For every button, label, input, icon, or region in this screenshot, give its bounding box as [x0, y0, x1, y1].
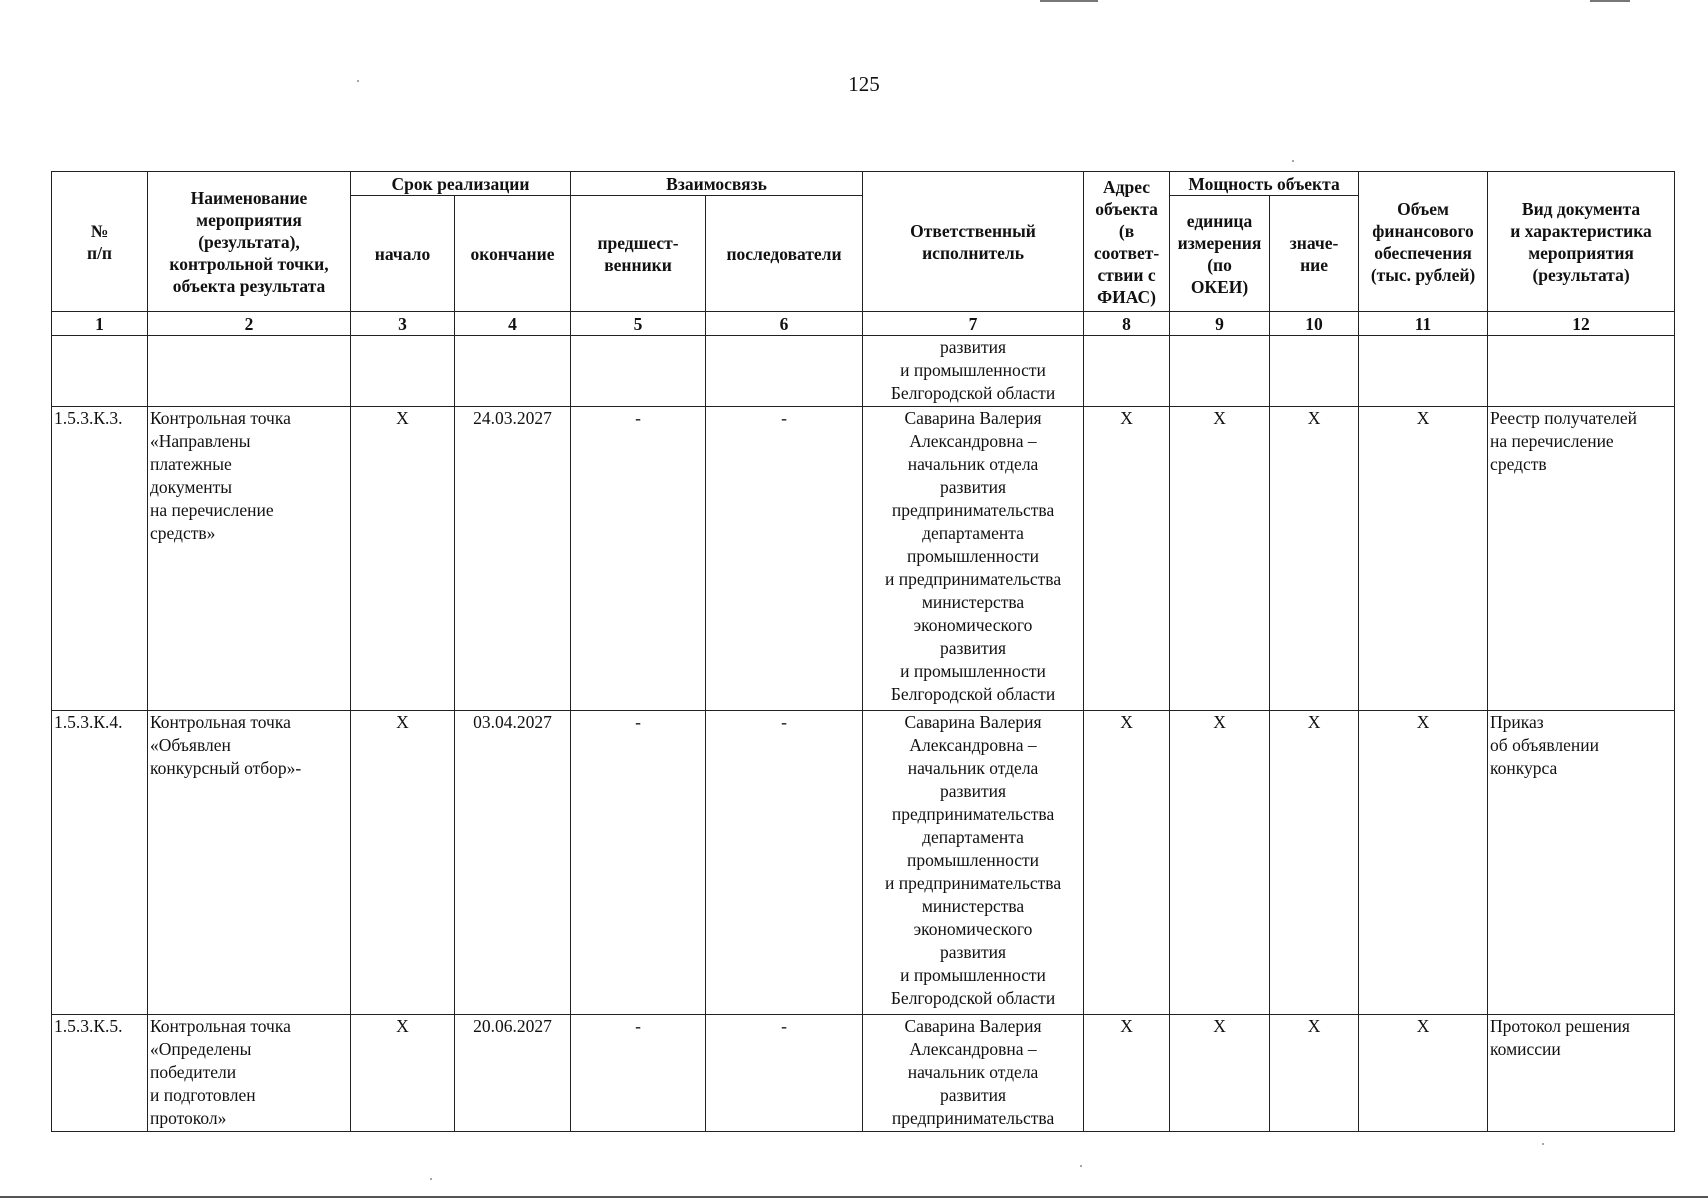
- header-responsible: Ответственный исполнитель: [863, 172, 1084, 312]
- row-document: Приказ об объявлении конкурса: [1488, 711, 1675, 1015]
- column-number: 7: [863, 312, 1084, 336]
- row-predecessors: -: [571, 1015, 706, 1132]
- header-power: Мощность объекта: [1170, 172, 1359, 196]
- header-name: Наименование мероприятия (результата), контрольной точки, объекта результата: [148, 172, 351, 312]
- row-end: 24.03.2027: [455, 407, 571, 711]
- scan-artifact: [1590, 0, 1630, 2]
- row-successors: -: [706, 1015, 863, 1132]
- scan-speck: [1292, 160, 1294, 162]
- header-successors: последователи: [706, 196, 863, 312]
- row-successors: -: [706, 711, 863, 1015]
- table-row-continuation: [52, 336, 1675, 407]
- header-srok: Срок реализации: [351, 172, 571, 196]
- row-number: 1.5.3.К.5.: [52, 1015, 148, 1132]
- row-end: 20.06.2027: [455, 1015, 571, 1132]
- row-responsible: Саварина Валерия Александровна – начальник отдела развития предпринимательства департамента промышленности и предпринимательства министерства экономического развития и промышленности Белгородской области: [863, 407, 1084, 711]
- scan-edge-line: [0, 1196, 1708, 1198]
- scan-speck: [430, 1178, 432, 1180]
- row-value: X: [1270, 711, 1359, 1015]
- header-value: значе- ние: [1270, 196, 1359, 312]
- header-link: Взаимосвязь: [571, 172, 863, 196]
- row-successors: -: [706, 407, 863, 711]
- row-start: X: [351, 1015, 455, 1132]
- row-address: X: [1084, 1015, 1170, 1132]
- scan-speck: [1542, 1143, 1544, 1145]
- responsible-cell: развития и промышленности Белгородской области: [863, 336, 1084, 407]
- row-number: 1.5.3.К.4.: [52, 711, 148, 1015]
- column-number: 5: [571, 312, 706, 336]
- header-predecessors: предшест- венники: [571, 196, 706, 312]
- scan-speck: [357, 80, 359, 82]
- column-number: 3: [351, 312, 455, 336]
- plan-table: [51, 171, 1675, 1132]
- row-unit: X: [1170, 711, 1270, 1015]
- row-predecessors: -: [571, 407, 706, 711]
- row-unit: X: [1170, 1015, 1270, 1132]
- header-end: окончание: [455, 196, 571, 312]
- column-number: 12: [1488, 312, 1675, 336]
- column-number: 11: [1359, 312, 1488, 336]
- row-financing: X: [1359, 711, 1488, 1015]
- column-number: 10: [1270, 312, 1359, 336]
- table-row: [52, 1015, 1675, 1132]
- row-value: X: [1270, 1015, 1359, 1132]
- scan-artifact: [1040, 0, 1098, 2]
- column-number: 9: [1170, 312, 1270, 336]
- row-financing: X: [1359, 1015, 1488, 1132]
- header-num: № п/п: [52, 172, 148, 312]
- header-start: начало: [351, 196, 455, 312]
- column-number: 1: [52, 312, 148, 336]
- header-address: Адрес объекта (в соответ- ствии с ФИАС): [1084, 172, 1170, 312]
- row-value: X: [1270, 407, 1359, 711]
- header-document: Вид документа и характеристика мероприятия (результата): [1488, 172, 1675, 312]
- row-name: Контрольная точка «Определены победители и подготовлен протокол»: [148, 1015, 351, 1132]
- row-responsible: Саварина Валерия Александровна – начальник отдела развития предпринимательства: [863, 1015, 1084, 1132]
- row-responsible: Саварина Валерия Александровна – начальник отдела развития предпринимательства департамента промышленности и предпринимательства министерства экономического развития и промышленности Белгородской области: [863, 711, 1084, 1015]
- header-unit: единица измерения (по ОКЕИ): [1170, 196, 1270, 312]
- scan-speck: [1080, 1165, 1082, 1167]
- page-number: 125: [848, 72, 880, 96]
- row-unit: X: [1170, 407, 1270, 711]
- header-financing: Объем финансового обеспечения (тыс. рублей): [1359, 172, 1488, 312]
- row-name: Контрольная точка «Объявлен конкурсный отбор»-: [148, 711, 351, 1015]
- column-number: 8: [1084, 312, 1170, 336]
- row-number: 1.5.3.К.3.: [52, 407, 148, 711]
- row-financing: X: [1359, 407, 1488, 711]
- table-row: [52, 407, 1675, 711]
- row-document: Протокол решения комиссии: [1488, 1015, 1675, 1132]
- row-end: 03.04.2027: [455, 711, 571, 1015]
- row-predecessors: -: [571, 711, 706, 1015]
- row-start: X: [351, 407, 455, 711]
- row-address: X: [1084, 711, 1170, 1015]
- row-name: Контрольная точка «Направлены платежные документы на перечисление средств»: [148, 407, 351, 711]
- table-row: [52, 711, 1675, 1015]
- column-number: 2: [148, 312, 351, 336]
- row-document: Реестр получателей на перечисление средств: [1488, 407, 1675, 711]
- row-address: X: [1084, 407, 1170, 711]
- column-number: 6: [706, 312, 863, 336]
- row-start: X: [351, 711, 455, 1015]
- column-number: 4: [455, 312, 571, 336]
